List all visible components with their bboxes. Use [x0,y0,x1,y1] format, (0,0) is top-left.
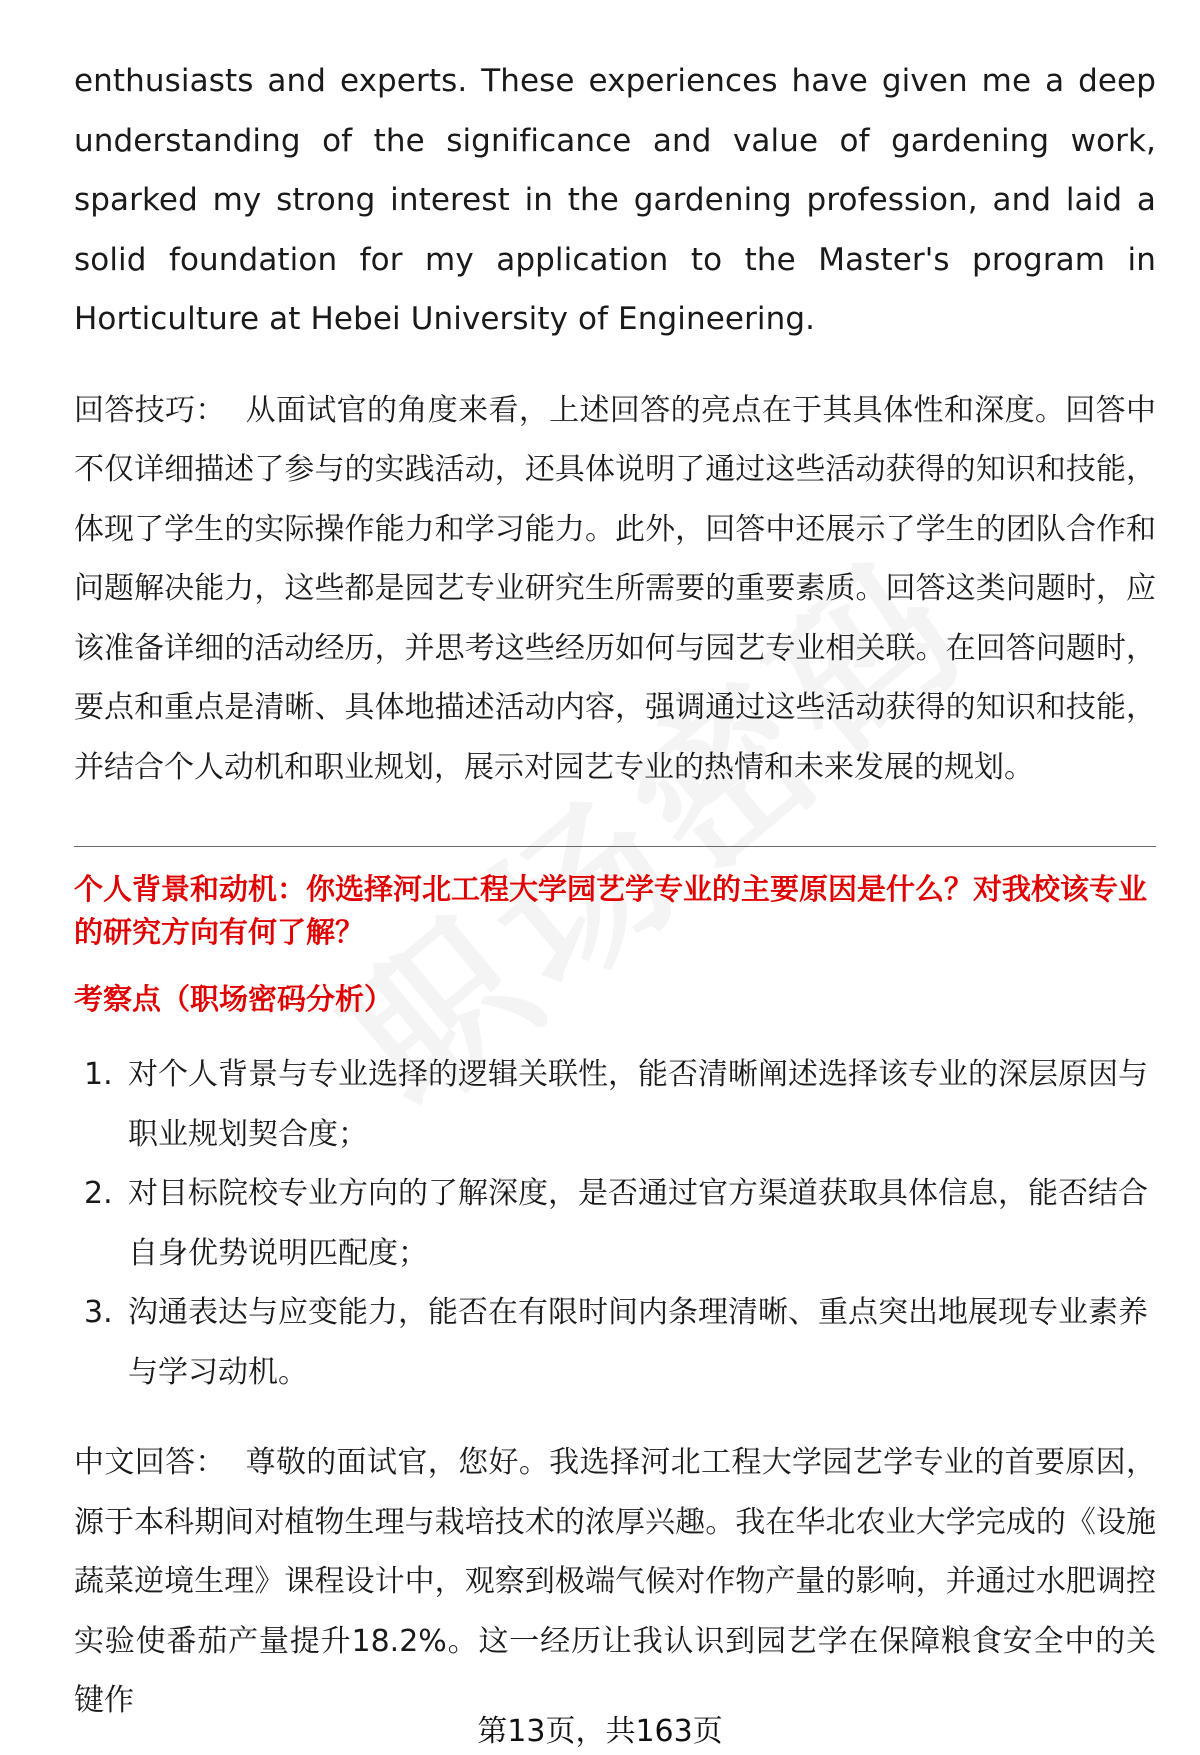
list-item-number: 1. [84,1057,113,1092]
question-section [74,868,1156,1731]
focus-list [74,1045,1156,1402]
list-item [74,1283,1156,1402]
tips-spacer [226,393,246,428]
list-item-text: 对个人背景与专业选择的逻辑关联性，能否清晰阐述选择该专业的深层原因与职业规划契合度； [128,1057,1148,1152]
list-item [74,1164,1156,1283]
tips-label: 回答技巧： [74,392,226,428]
answer-spacer [226,1445,246,1480]
page-content [74,52,1156,797]
list-item-number: 3. [84,1295,113,1330]
list-item-number: 2. [84,1176,113,1211]
focus-heading: 考察点（职场密码分析） [74,982,394,1016]
answer-paragraph [74,1433,1156,1731]
intro-paragraph: enthusiasts and experts. These experiences have given me a deep understanding of the significance and value of gardening work, sparked my strong interest in the gardening profession, and laid a solid foundation for my application to the Master's program in Horticulture at Hebei University of Engineering. [74,63,1156,337]
tips-text: 从面试官的角度来看，上述回答的亮点在于其具体性和深度。回答中不仅详细描述了参与的实践活动，还具体说明了通过这些活动获得的知识和技能，体现了学生的实际操作能力和学习能力。此外，回答中还展示了学生的团队合作和问题解决能力，这些都是园艺专业研究生所需要的重要素质。回答这类问题时，应该准备详细的活动经历，并思考这些经历如何与园艺专业相关联。在回答问题时，要点和重点是清晰、具体地描述活动内容，强调通过这些活动获得的知识和技能，并结合个人动机和职业规划，展示对园艺专业的热情和未来发展的规划。 [74,392,1157,785]
answer-text: 尊敬的面试官，您好。我选择河北工程大学园艺学专业的首要原因，源于本科期间对植物生理与栽培技术的浓厚兴趣。我在华北农业大学完成的《设施蔬菜逆境生理》课程设计中，观察到极端气候对作物产量的影响，并通过水肥调控实验使番茄产量提升18.2%。这一经历让我认识到园艺学在保障粮食安全中的关键作 [74,1445,1157,1718]
section-divider [74,846,1156,847]
list-item-text: 对目标院校专业方向的了解深度，是否通过官方渠道获取具体信息，能否结合自身优势说明匹配度； [128,1176,1148,1271]
list-item-text: 沟通表达与应变能力，能否在有限时间内条理清晰、重点突出地展现专业素养与学习动机。 [128,1295,1148,1390]
tips-paragraph [74,381,1156,798]
list-item [74,1045,1156,1164]
question-heading: 个人背景和动机：你选择河北工程大学园艺学专业的主要原因是什么？对我校该专业的研究方向有何了解？ [74,872,1148,949]
answer-label: 中文回答： [74,1445,226,1480]
page-footer: 第13页，共163页 [477,1714,723,1749]
